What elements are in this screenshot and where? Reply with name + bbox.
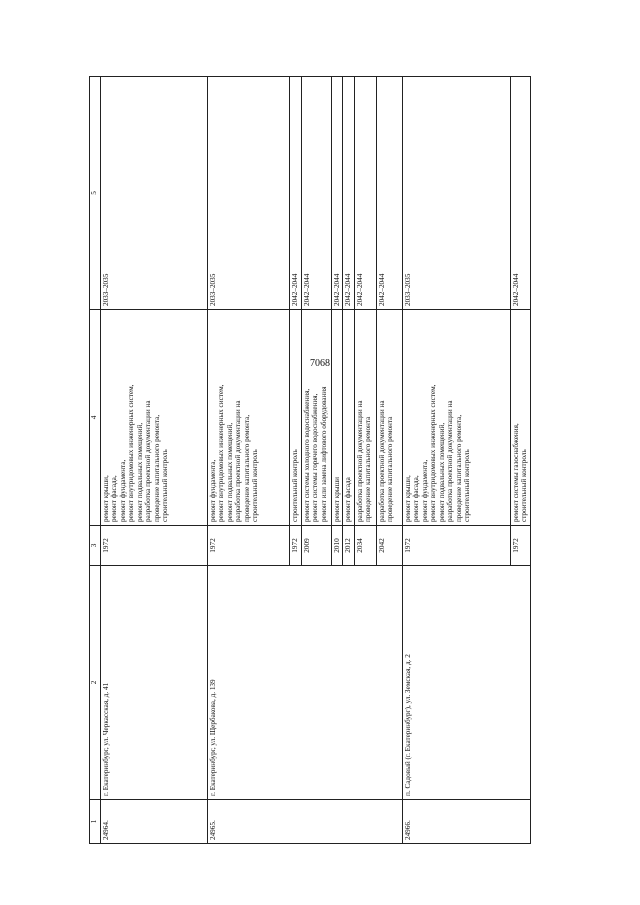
header-col-5: 5 [90,77,101,310]
header-col-3: 3 [90,526,101,566]
work-item: ремонт фасада, [412,475,421,522]
work-item: ремонт крыши [333,476,341,522]
row-period: 2042–2044 [290,77,302,310]
row-period: 2042–2044 [510,77,530,310]
work-item: разработка проектной документации на [446,400,455,522]
page-number: 7068 [310,358,330,369]
row-works [302,310,332,526]
row-year: 1972 [510,526,530,566]
table-row [402,77,510,844]
table-row [101,77,208,844]
row-period: 2033–2035 [208,77,290,310]
work-item: ремонт внутридомовых инженерных систем, [127,384,136,522]
work-item: ремонт крыши, [403,475,412,522]
row-year: 1972 [208,526,290,566]
work-item: проведение капитального ремонта [364,416,373,522]
row-address: г. Екатеринбург, ул. Черкасская, д. 41 [101,566,208,800]
table-row [208,77,290,844]
work-item: проведение капитального ремонта, [152,414,161,522]
row-year: 2034 [354,526,376,566]
row-works [510,310,530,526]
rotated-table-container [89,77,529,844]
row-works [208,310,290,526]
work-item: ремонт системы горячего водоснабжения, [311,393,320,522]
work-item: ремонт системы холодного водоснабжения, [303,388,311,522]
row-number: 24965. [208,800,403,844]
repair-schedule-table [89,76,531,844]
work-item: разработка проектной документации на [144,400,153,522]
work-item: ремонт подвальных помещений, [135,422,144,522]
work-item: ремонт фундамента, [118,459,127,522]
row-works [343,310,354,526]
work-item: ремонт фундамента, [420,459,429,522]
row-works [376,310,402,526]
work-item: ремонт крыши, [102,475,110,522]
row-address: г. Екатеринбург, ул. Щербакова, д. 139 [208,566,403,800]
header-col-4: 4 [90,310,101,526]
row-year: 2010 [332,526,343,566]
row-number: 24966. [402,800,530,844]
row-period: 2042–2044 [343,77,354,310]
row-year: 1972 [101,526,208,566]
work-item: ремонт системы газоснабжения, [511,423,520,522]
work-item: ремонт фасада [344,477,353,522]
row-period: 2042–2044 [376,77,402,310]
work-item: разработка проектной документации на [234,400,243,522]
work-item: ремонт подвальных помещений, [225,422,234,522]
header-col-1: 1 [90,800,101,844]
work-item: ремонт подвальных помещений, [437,422,446,522]
header-col-2: 2 [90,566,101,800]
row-works [332,310,343,526]
row-number: 24964. [101,800,208,844]
row-year: 2042 [376,526,402,566]
row-period: 2042–2044 [302,77,332,310]
row-period: 2042–2044 [332,77,343,310]
work-item: строительный контроль [463,449,472,522]
work-item: строительный контроль [291,449,299,522]
row-period: 2033–2035 [402,77,510,310]
work-item: ремонт фасада, [110,475,119,522]
work-item: строительный контроль [520,449,529,522]
work-item: проведение капитального ремонта, [242,414,251,522]
work-item: разработка проектной документации на [355,400,364,522]
row-works [290,310,302,526]
row-period: 2033–2035 [101,77,208,310]
work-item: проведение капитального ремонта [386,416,395,522]
row-works [101,310,208,526]
work-item: ремонт фундамента, [209,459,217,522]
row-address: п. Садовый (г. Екатеринбург), ул. Земская, д. 2 [402,566,530,800]
row-works [402,310,510,526]
row-year: 2009 [302,526,332,566]
row-year: 1972 [290,526,302,566]
work-item: ремонт или замена лифтового оборудования [319,386,328,522]
work-item: строительный контроль [161,449,170,522]
work-item: ремонт внутридомовых инженерных систем, [429,384,438,522]
work-item: разработка проектной документации на [377,400,386,522]
work-item: строительный контроль [251,449,260,522]
row-works [354,310,376,526]
row-period: 2042–2044 [354,77,376,310]
row-year: 2012 [343,526,354,566]
row-year: 1972 [402,526,510,566]
work-item: проведение капитального ремонта, [454,414,463,522]
header-row [90,77,101,844]
work-item: ремонт внутридомовых инженерных систем, [217,384,226,522]
